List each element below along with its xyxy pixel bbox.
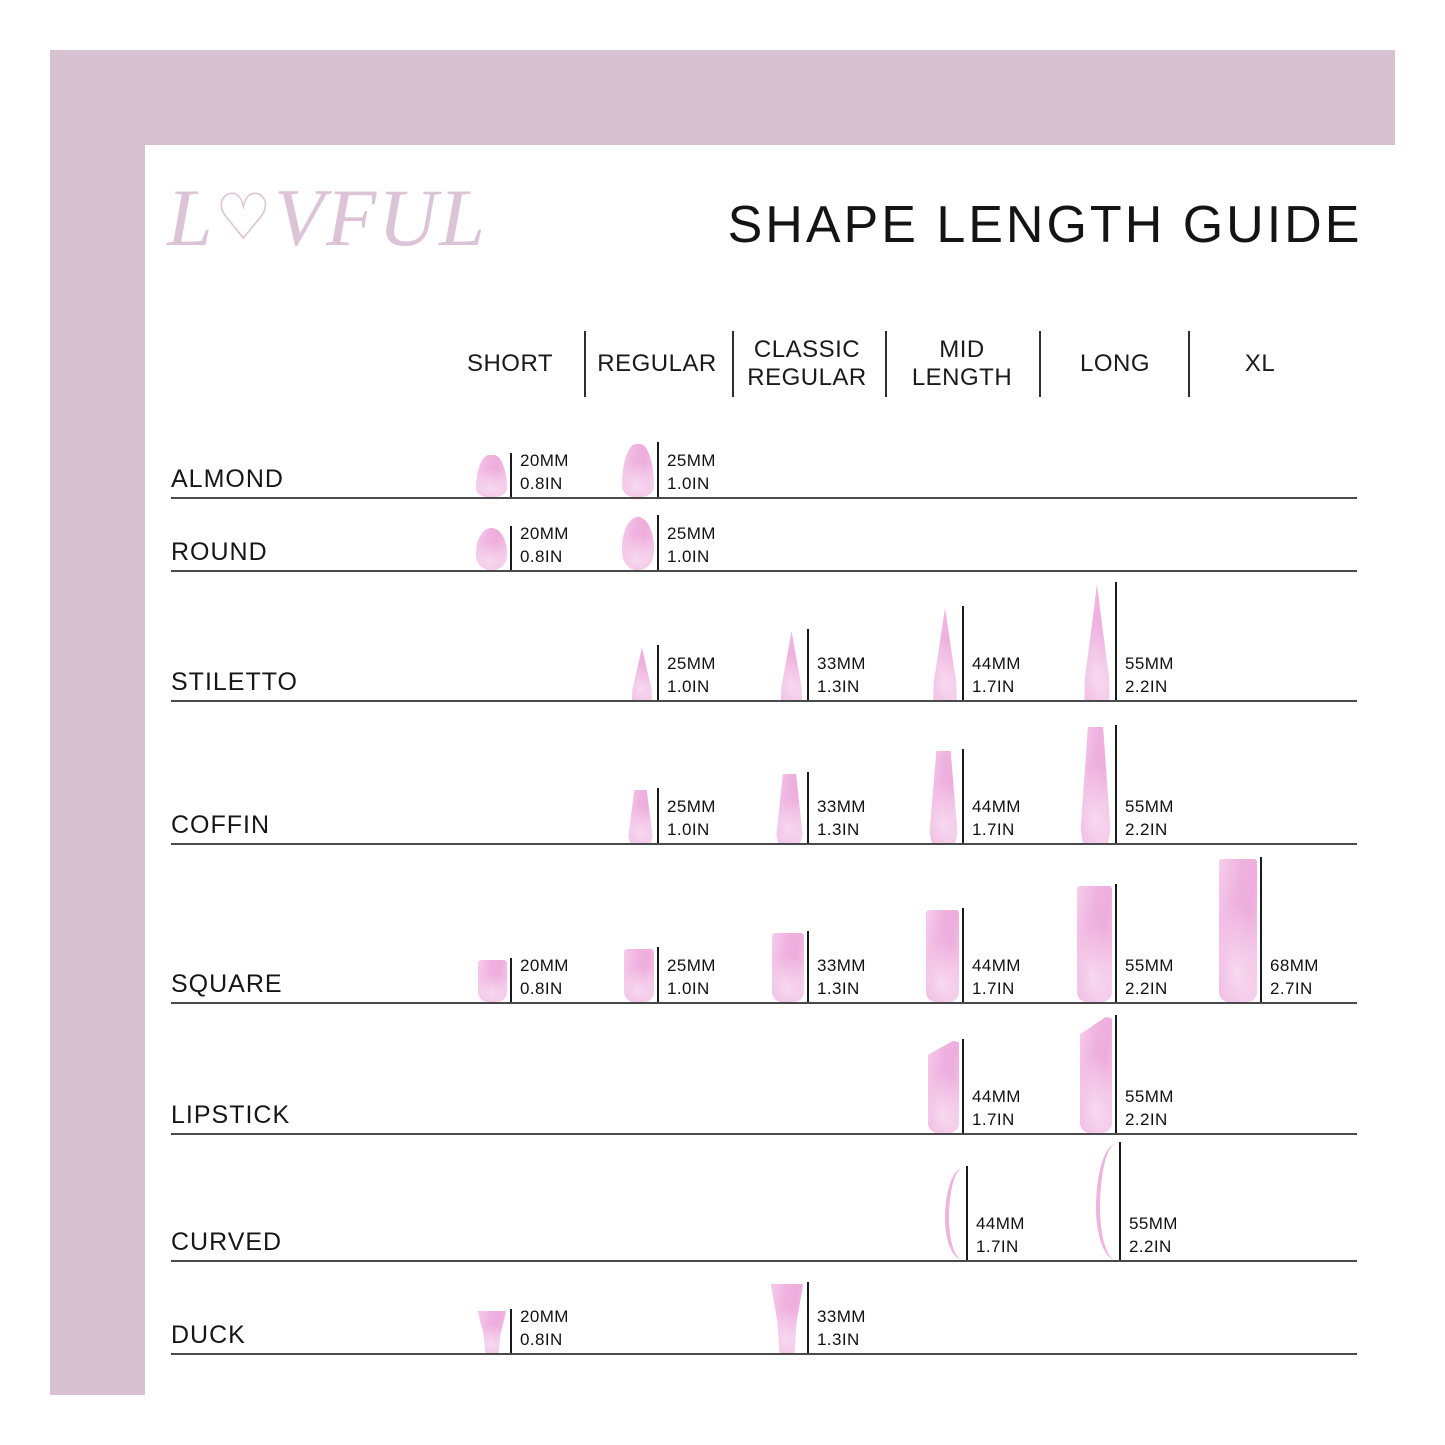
nail-cell-coffin-mid-length xyxy=(928,749,1021,843)
nail-cell-duck-short xyxy=(477,1306,569,1353)
measurement-label xyxy=(667,955,716,1002)
guide-canvas xyxy=(145,145,1400,1400)
row-label-duck: DUCK xyxy=(171,1320,246,1349)
measurement-mm: 20MM xyxy=(520,451,569,471)
measurement-label xyxy=(1125,1086,1174,1133)
measurement-label xyxy=(520,450,569,497)
nail-cell-almond-short xyxy=(476,450,569,497)
measurement-mm: 55MM xyxy=(1125,956,1174,976)
measurement-mm: 33MM xyxy=(817,956,866,976)
nail-cell-stiletto-long xyxy=(1082,582,1174,700)
measurement-in: 1.3IN xyxy=(817,820,860,840)
measurement-label xyxy=(667,796,716,843)
measurement-in: 1.7IN xyxy=(972,677,1015,697)
measurement-in: 1.7IN xyxy=(972,979,1015,999)
square-nail xyxy=(926,910,959,1002)
nail-cell-coffin-classic-regular xyxy=(775,772,866,843)
row-duck xyxy=(171,1272,1357,1355)
column-header-short: SHORT xyxy=(466,349,554,377)
measurement-label xyxy=(1270,955,1319,1002)
measurement-mm: 20MM xyxy=(520,956,569,976)
measure-line xyxy=(807,1282,809,1353)
stiletto-nail xyxy=(630,647,654,700)
measurement-mm: 25MM xyxy=(667,451,716,471)
coffin-nail xyxy=(1079,727,1112,843)
measurement-in: 1.7IN xyxy=(972,1110,1015,1130)
nail-cell-lipstick-long xyxy=(1080,1015,1174,1133)
measure-line xyxy=(1115,725,1117,843)
measurement-label xyxy=(976,1213,1025,1260)
row-label-lipstick: LIPSTICK xyxy=(171,1101,291,1129)
measurement-mm: 33MM xyxy=(817,654,866,674)
measure-line xyxy=(962,606,964,700)
row-round xyxy=(171,506,1357,573)
coffin-nail xyxy=(627,790,654,843)
measurement-in: 2.7IN xyxy=(1270,979,1313,999)
measurement-in: 1.3IN xyxy=(817,677,860,697)
round-nail xyxy=(476,528,507,570)
lipstick-nail xyxy=(1080,1017,1112,1133)
measurement-in: 1.0IN xyxy=(667,979,710,999)
measure-line xyxy=(1115,884,1117,1002)
row-square xyxy=(171,847,1357,1004)
nail-cell-stiletto-mid-length xyxy=(931,606,1021,700)
measurement-in: 1.3IN xyxy=(817,979,860,999)
column-header-xl: XL xyxy=(1244,349,1276,377)
measurement-in: 1.3IN xyxy=(817,1330,860,1350)
measure-line xyxy=(962,908,964,1002)
measurement-mm: 55MM xyxy=(1125,654,1174,674)
column-divider xyxy=(584,331,586,397)
nail-cell-almond-regular xyxy=(622,442,716,497)
nail-cell-coffin-long xyxy=(1079,725,1174,843)
row-label-curved: CURVED xyxy=(171,1228,283,1256)
measure-line xyxy=(1115,582,1117,700)
nail-cell-stiletto-classic-regular xyxy=(779,629,866,700)
measurement-in: 2.2IN xyxy=(1125,820,1168,840)
brand-logo xyxy=(167,163,527,283)
measurement-label xyxy=(520,1306,569,1353)
measurement-mm: 44MM xyxy=(976,1214,1025,1234)
measurement-mm: 44MM xyxy=(972,797,1021,817)
square-nail xyxy=(478,960,507,1002)
measurement-in: 0.8IN xyxy=(520,547,563,567)
measure-line xyxy=(657,645,659,700)
measure-line xyxy=(807,931,809,1002)
curved-nail xyxy=(945,1168,963,1260)
row-coffin xyxy=(171,716,1357,846)
measurement-mm: 25MM xyxy=(667,524,716,544)
measurement-label xyxy=(972,1086,1021,1133)
column-header-regular: REGULAR xyxy=(597,349,717,377)
column-divider xyxy=(1039,331,1041,397)
measurement-label xyxy=(817,796,866,843)
measurement-in: 2.2IN xyxy=(1125,677,1168,697)
measurement-in: 1.0IN xyxy=(667,547,710,567)
nail-cell-square-regular xyxy=(624,947,716,1002)
measurement-label xyxy=(972,796,1021,843)
row-label-coffin: COFFIN xyxy=(171,811,271,839)
measure-line xyxy=(807,772,809,843)
stiletto-nail xyxy=(779,631,804,700)
measure-line xyxy=(966,1166,968,1260)
measure-line xyxy=(962,749,964,843)
measure-line xyxy=(1260,857,1262,1002)
column-divider xyxy=(732,331,734,397)
measurement-label xyxy=(817,955,866,1002)
nail-cell-square-long xyxy=(1077,884,1174,1002)
measure-line xyxy=(510,1309,512,1353)
measurement-label xyxy=(1129,1213,1178,1260)
row-stiletto xyxy=(171,573,1357,703)
measurement-mm: 44MM xyxy=(972,654,1021,674)
measure-line xyxy=(510,526,512,570)
nail-cell-square-classic-regular xyxy=(772,931,866,1002)
measure-line xyxy=(1119,1142,1121,1260)
measurement-label xyxy=(972,653,1021,700)
nail-cell-curved-long xyxy=(1096,1142,1178,1260)
column-header-classic-regular: CLASSIC REGULAR xyxy=(747,335,867,391)
measurement-mm: 33MM xyxy=(817,797,866,817)
column-header-mid-length: MID LENGTH xyxy=(911,335,1013,391)
measure-line xyxy=(1115,1015,1117,1133)
measurement-mm: 55MM xyxy=(1125,1087,1174,1107)
measurement-label xyxy=(667,653,716,700)
row-label-stiletto: STILETTO xyxy=(171,668,299,696)
nail-cell-round-regular xyxy=(622,515,716,570)
measure-line xyxy=(657,442,659,497)
measure-line xyxy=(510,958,512,1002)
measurement-mm: 25MM xyxy=(667,797,716,817)
nail-cell-square-mid-length xyxy=(926,908,1021,1002)
measure-line xyxy=(962,1039,964,1133)
row-label-round: ROUND xyxy=(171,538,268,566)
row-curved xyxy=(171,1133,1357,1263)
row-label-square: SQUARE xyxy=(171,969,283,998)
measure-line xyxy=(657,788,659,843)
square-nail xyxy=(772,933,804,1002)
nail-cell-curved-mid-length xyxy=(945,1166,1025,1260)
measurement-in: 0.8IN xyxy=(520,979,563,999)
duck-nail xyxy=(770,1284,804,1353)
measurement-label xyxy=(1125,653,1174,700)
coffin-nail xyxy=(928,751,959,843)
almond-nail xyxy=(476,455,507,497)
curved-nail xyxy=(1096,1144,1116,1260)
measurement-in: 0.8IN xyxy=(520,474,563,494)
measurement-in: 1.0IN xyxy=(667,677,710,697)
lipstick-nail xyxy=(928,1041,959,1133)
measurement-in: 0.8IN xyxy=(520,1330,563,1350)
measurement-in: 1.0IN xyxy=(667,820,710,840)
row-label-almond: ALMOND xyxy=(171,465,284,493)
measure-line xyxy=(510,453,512,497)
heart-icon: ♡ xyxy=(214,181,274,255)
measurement-label xyxy=(817,1306,866,1353)
measurement-mm: 25MM xyxy=(667,654,716,674)
almond-nail xyxy=(622,444,654,497)
measurement-mm: 20MM xyxy=(520,1307,569,1327)
measurement-mm: 44MM xyxy=(972,956,1021,976)
nail-cell-round-short xyxy=(476,523,569,570)
measurement-mm: 33MM xyxy=(817,1307,866,1327)
nail-cell-duck-classic-regular xyxy=(770,1282,866,1353)
measure-line xyxy=(657,947,659,1002)
measurement-mm: 25MM xyxy=(667,956,716,976)
stiletto-nail xyxy=(931,608,959,700)
measurement-mm: 55MM xyxy=(1129,1214,1178,1234)
nail-cell-lipstick-mid-length xyxy=(928,1039,1021,1133)
measurement-label xyxy=(520,523,569,570)
measurement-mm: 68MM xyxy=(1270,956,1319,976)
measurement-mm: 55MM xyxy=(1125,797,1174,817)
round-nail xyxy=(622,517,654,570)
measure-line xyxy=(807,629,809,700)
page-title: SHAPE LENGTH GUIDE xyxy=(727,196,1363,254)
column-divider xyxy=(885,331,887,397)
measurement-label xyxy=(667,523,716,570)
logo-letters: VFUL xyxy=(273,172,487,263)
nail-cell-square-short xyxy=(478,955,569,1002)
measurement-in: 1.7IN xyxy=(976,1237,1019,1257)
stiletto-nail xyxy=(1082,584,1112,700)
measurement-mm: 44MM xyxy=(972,1087,1021,1107)
measurement-label xyxy=(817,653,866,700)
square-nail xyxy=(1077,886,1112,1002)
square-nail xyxy=(1219,859,1257,1002)
row-lipstick xyxy=(171,1006,1357,1136)
measurement-label xyxy=(1125,955,1174,1002)
nail-cell-coffin-regular xyxy=(627,788,716,843)
measurement-in: 1.7IN xyxy=(972,820,1015,840)
measurement-label xyxy=(520,955,569,1002)
measurement-label xyxy=(1125,796,1174,843)
measurement-in: 2.2IN xyxy=(1125,979,1168,999)
duck-nail xyxy=(477,1311,507,1353)
measurement-in: 1.0IN xyxy=(667,474,710,494)
column-header-long: LONG xyxy=(1079,349,1150,377)
measurement-in: 2.2IN xyxy=(1129,1237,1172,1257)
square-nail xyxy=(624,949,654,1002)
coffin-nail xyxy=(775,774,804,843)
measurement-in: 2.2IN xyxy=(1125,1110,1168,1130)
logo-letter-l: L xyxy=(167,172,215,263)
measure-line xyxy=(657,515,659,570)
nail-cell-stiletto-regular xyxy=(630,645,716,700)
measurement-mm: 20MM xyxy=(520,524,569,544)
nail-cell-square-xl xyxy=(1219,857,1319,1002)
row-almond xyxy=(171,433,1357,500)
measurement-label xyxy=(972,955,1021,1002)
border-frame xyxy=(50,50,1395,1395)
measurement-label xyxy=(667,450,716,497)
